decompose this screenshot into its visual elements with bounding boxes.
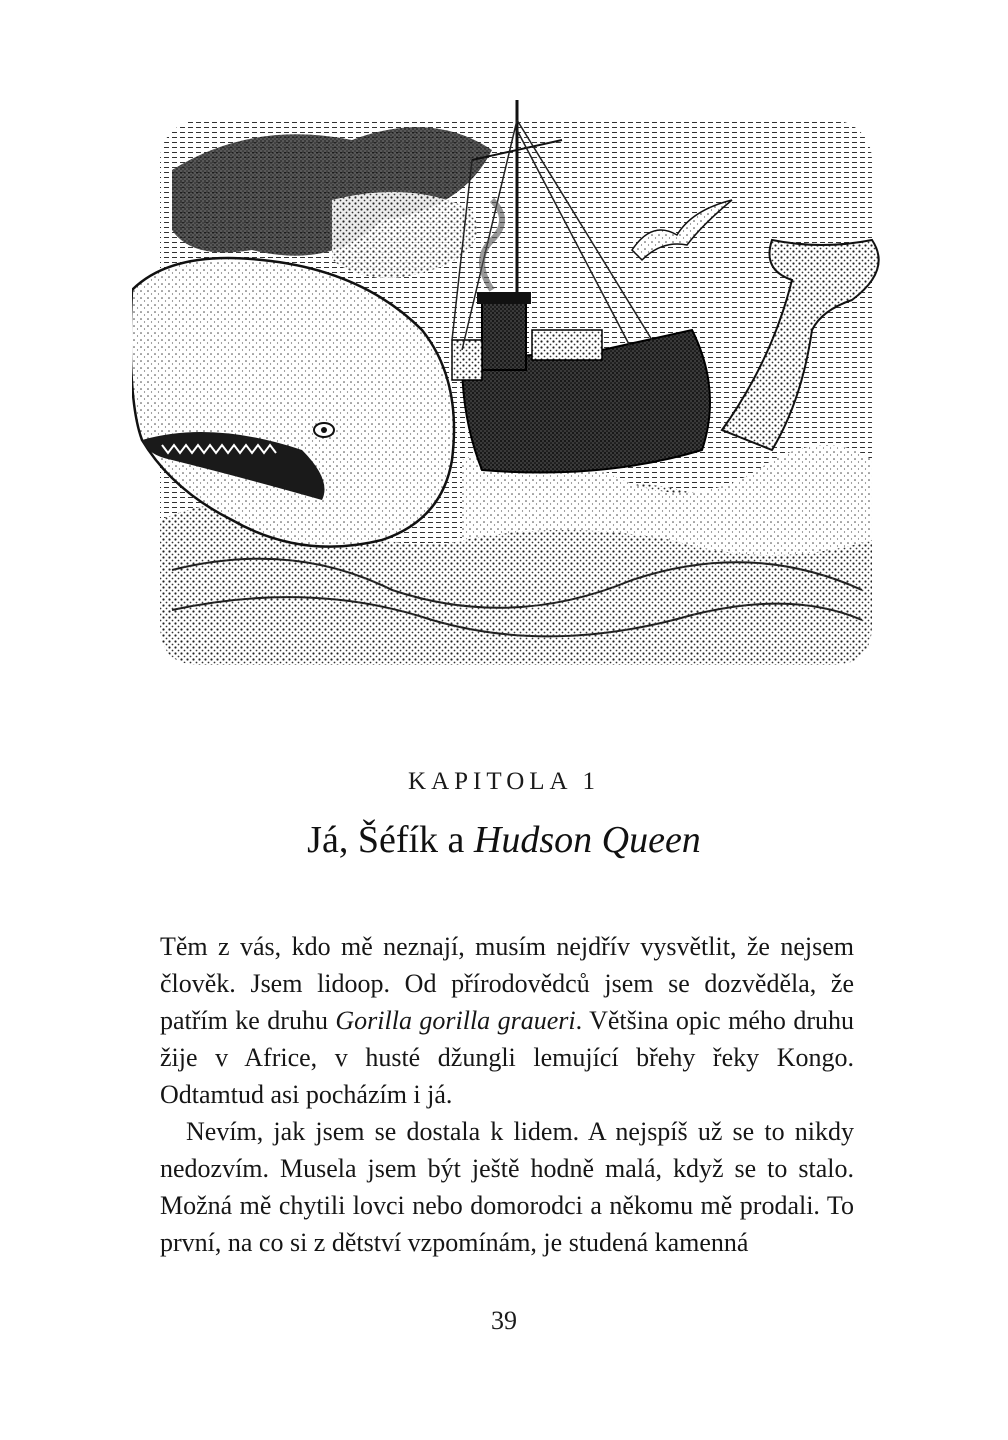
chapter-title (0, 818, 1008, 862)
body-text (160, 928, 854, 1261)
paragraph-1-part-1: Těm z vás, kdo mě neznají, musím nejdřív vysvětlit, že nejsem člověk. Jsem lidoop. Od přírodovědců jsem se dozvěděla, že patřím ke druhu (160, 932, 854, 1035)
species-name: Gorilla gorilla graueri (335, 1006, 576, 1035)
paragraph-1 (160, 928, 854, 1113)
chapter-title-italic: Hudson Queen (473, 819, 701, 861)
paragraph-1-part-2: . Většina opic mého druhu žije v Africe, v husté džungli lemující břehy řeky Kongo. Odtamtud asi pocházím i já. (160, 1006, 854, 1109)
paragraph-2: Nevím, jak jsem se dostala k lidem. A nejspíš už se to nikdy nedozvím. Musela jsem být ještě hodně malá, když se to stalo. Možná mě chytili lovci nebo domorodci a někomu mě prodali. To první, na co si z dětství vzpomínám, je studená kamenná (160, 1117, 854, 1257)
chapter-illustration (132, 100, 902, 670)
chapter-label: KAPITOLA 1 (408, 768, 600, 795)
whale-ship-engraving (132, 100, 902, 670)
chapter-title-prefix: Já, Šéfík a (307, 819, 474, 861)
page-number: 39 (491, 1306, 517, 1335)
